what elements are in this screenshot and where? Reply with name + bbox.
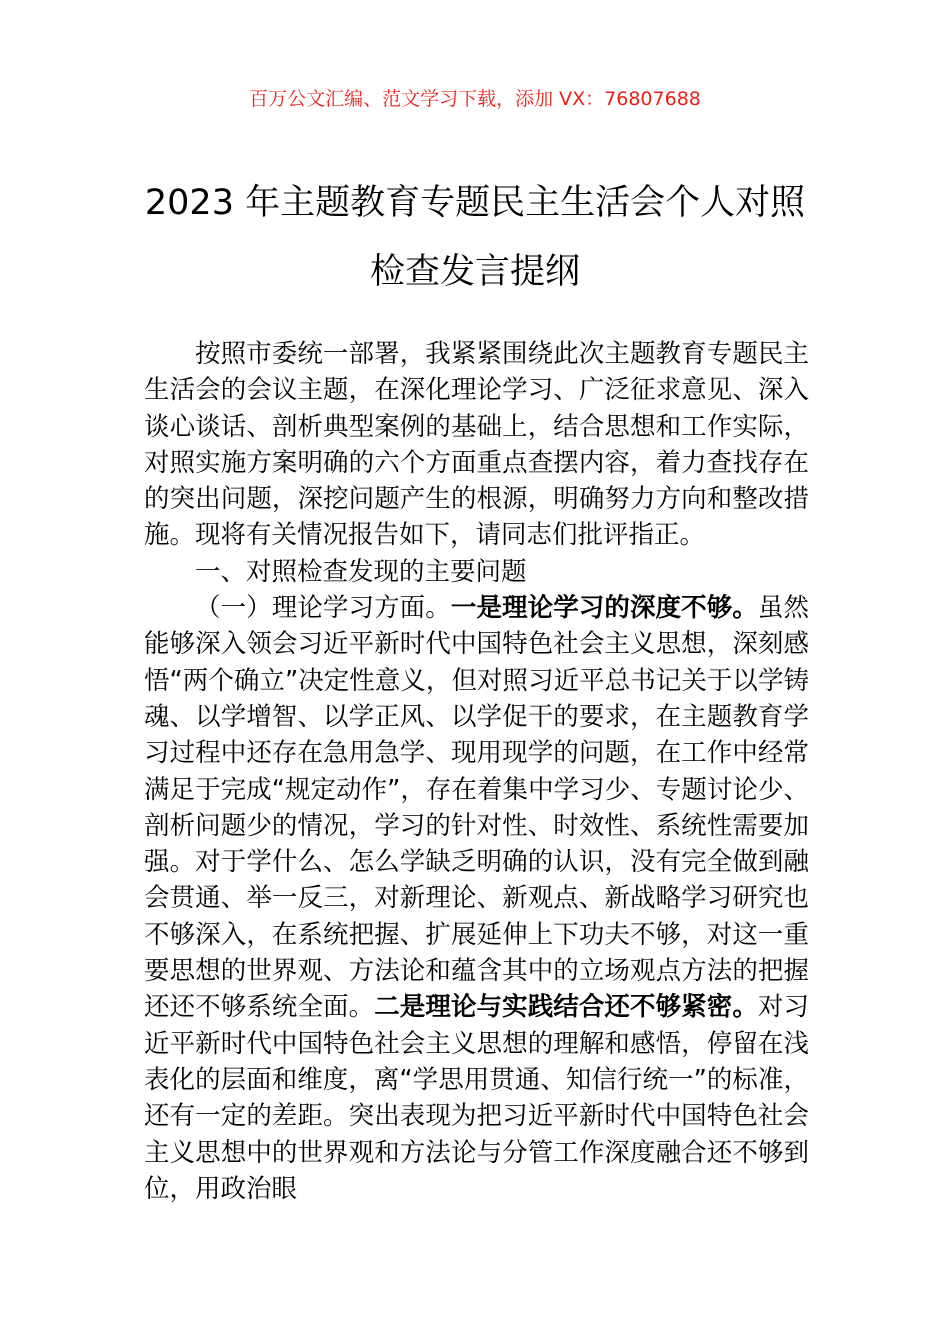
point-two-heading: 二是理论与实践结合还不够紧密。 [374,992,758,1023]
document-title-line-1: 2023 年主题教育专题民主生活会个人对照 [144,183,806,223]
intro-paragraph: 按照市委统一部署，我紧紧围绕此次主题教育专题民主生活会的会议主题，在深化理论学习、广泛征求意见、深入谈心谈话、剖析典型案例的基础上，结合思想和工作实际，对照实施方案明确的六个方面重点查摆内容，着力查找存在的突出问题，深挖问题产生的根源，明确努力方向和整改措施。现将有关情况报告如下，请同志们批评指正。 [144,339,809,551]
point-two-text: 对习近平新时代中国特色社会主义思想的理解和感悟，停留在浅表化的层面和维度，离“学思用贯通、知信行统一”的标准，还有一定的差距。突出表现为把习近平新时代中国特色社会主义思想中的世界观和方法论与分管工作深度融合还不够到位，用政治眼 [144,992,809,1204]
header-watermark-note: 百万公文汇编、范文学习下载，添加 VX：76807688 [249,88,701,110]
subsection-label: （一）理论学习方面。 [195,593,451,624]
document-title-line-2: 检查发言提纲 [369,252,580,292]
document-body [144,336,809,1207]
theory-study-paragraph [144,590,809,1207]
point-one-heading: 一是理论学习的深度不够。 [450,593,758,624]
point-one-text: 虽然能够深入领会习近平新时代中国特色社会主义思想，深刻感悟“两个确立”决定性意义，但对照习近平总书记关于以学铸魂、以学增智、以学正风、以学促干的要求，在主题教育学习过程中还存在急用急学、现用现学的问题，在工作中经常满足于完成“规定动作”，存在着集中学习少、专题讨论少、剖析问题少的情况，学习的针对性、时效性、系统性需要加强。对于学什么、怎么学缺乏明确的认识，没有完全做到融会贯通、举一反三，对新理论、新观点、新战略学习研究也不够深入，在系统把握、扩展延伸上下功夫不够，对这一重要思想的世界观、方法论和蕴含其中的立场观点方法的把握还还不够系统全面。 [144,593,809,1023]
section-heading: 一、对照检查发现的主要问题 [195,556,527,587]
